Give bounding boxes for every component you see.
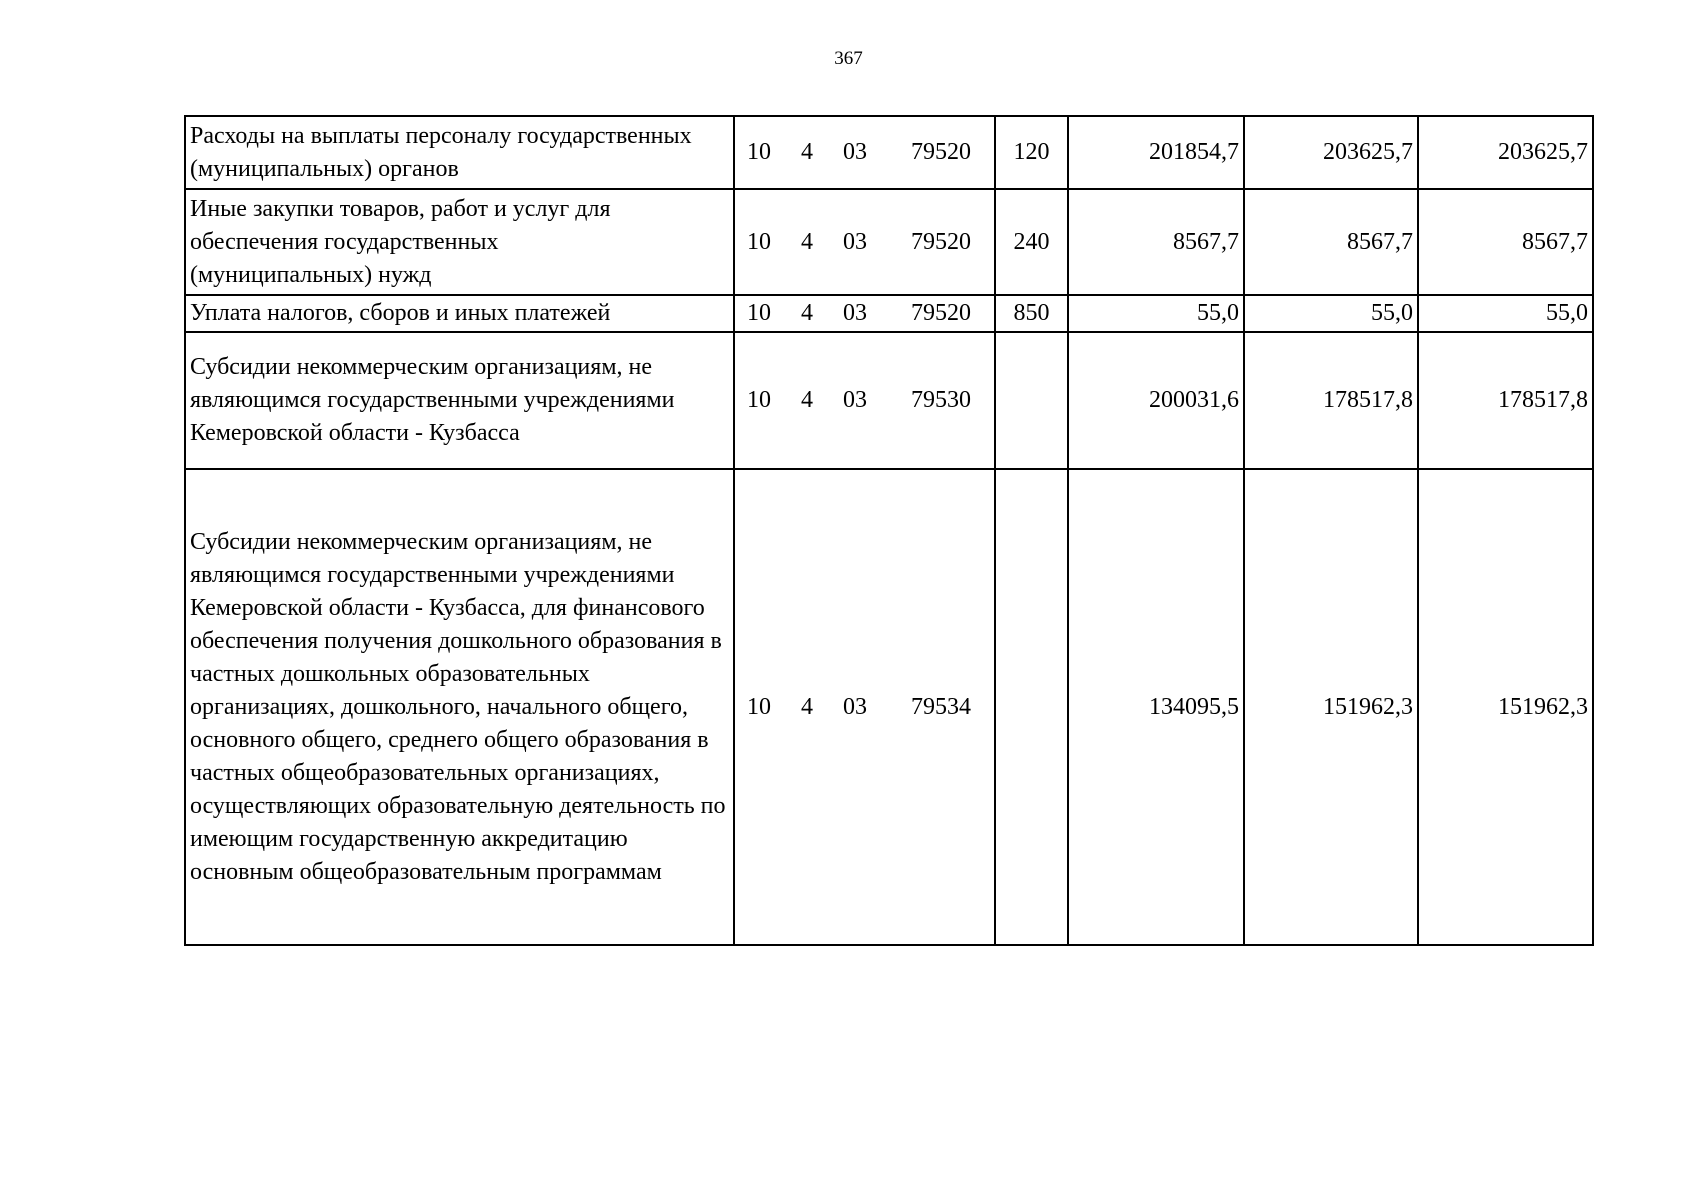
table-row	[185, 332, 1593, 469]
amount-cell: 201854,7	[1068, 116, 1244, 189]
subprogram-code: 4	[801, 300, 813, 326]
classification-codes-cell	[734, 469, 995, 945]
main-event-code: 03	[843, 300, 867, 326]
amount-cell: 151962,3	[1244, 469, 1418, 945]
table-row	[185, 116, 1593, 189]
direction-code: 79534	[911, 693, 971, 720]
program-code: 10	[747, 693, 771, 720]
subprogram-code: 4	[801, 228, 813, 255]
amount-cell: 203625,7	[1418, 116, 1593, 189]
amount-cell: 55,0	[1244, 295, 1418, 332]
expense-type-code: 850	[995, 295, 1068, 332]
direction-code: 79530	[911, 387, 971, 413]
expense-type-code	[995, 469, 1068, 945]
direction-code: 79520	[911, 139, 971, 165]
main-event-code: 03	[843, 228, 867, 255]
amount-cell: 55,0	[1418, 295, 1593, 332]
program-code: 10	[747, 300, 771, 326]
expense-type-code: 120	[995, 116, 1068, 189]
main-event-code: 03	[843, 387, 867, 413]
program-code: 10	[747, 387, 771, 413]
classification-codes-cell	[734, 332, 995, 469]
amount-cell: 203625,7	[1244, 116, 1418, 189]
subprogram-code: 4	[801, 387, 813, 413]
table-row	[185, 295, 1593, 332]
program-code: 10	[747, 228, 771, 255]
amount-cell: 8567,7	[1244, 189, 1418, 295]
amount-cell: 55,0	[1068, 295, 1244, 332]
amount-cell: 151962,3	[1418, 469, 1593, 945]
subprogram-code: 4	[801, 693, 813, 720]
table-row	[185, 469, 1593, 945]
classification-codes-cell	[734, 295, 995, 332]
budget-table	[184, 115, 1594, 946]
expense-type-code	[995, 332, 1068, 469]
expense-name-cell: Субсидии некоммерческим организациям, не являющимся государственными учреждениями Кемеровской области - Кузбасса, для финансового обеспечения получения дошкольного образования в частных дошкольных образовательных организациях, дошкольного, начального общего, основного общего, среднего общего образования в частных общеобразовательных организациях, осуществляющих образовательную деятельность по имеющим государственную аккредитацию основным общеобразовательным программам	[185, 469, 734, 945]
table-row	[185, 189, 1593, 295]
expense-name-cell: Уплата налогов, сборов и иных платежей	[185, 295, 734, 332]
main-event-code: 03	[843, 693, 867, 720]
expense-type-code: 240	[995, 189, 1068, 295]
classification-codes-cell	[734, 116, 995, 189]
expense-name-cell: Расходы на выплаты персоналу государственных (муниципальных) органов	[185, 116, 734, 189]
subprogram-code: 4	[801, 139, 813, 165]
expense-name-cell: Субсидии некоммерческим организациям, не являющимся государственными учреждениями Кемеровской области - Кузбасса	[185, 332, 734, 469]
page-number: 367	[834, 48, 863, 69]
program-code: 10	[747, 139, 771, 165]
amount-cell: 8567,7	[1068, 189, 1244, 295]
amount-cell: 134095,5	[1068, 469, 1244, 945]
classification-codes-cell	[734, 189, 995, 295]
main-event-code: 03	[843, 139, 867, 165]
amount-cell: 178517,8	[1244, 332, 1418, 469]
direction-code: 79520	[911, 228, 971, 255]
amount-cell: 200031,6	[1068, 332, 1244, 469]
direction-code: 79520	[911, 300, 971, 326]
amount-cell: 8567,7	[1418, 189, 1593, 295]
expense-name-cell: Иные закупки товаров, работ и услуг для обеспечения государственных (муниципальных) нужд	[185, 189, 734, 295]
amount-cell: 178517,8	[1418, 332, 1593, 469]
